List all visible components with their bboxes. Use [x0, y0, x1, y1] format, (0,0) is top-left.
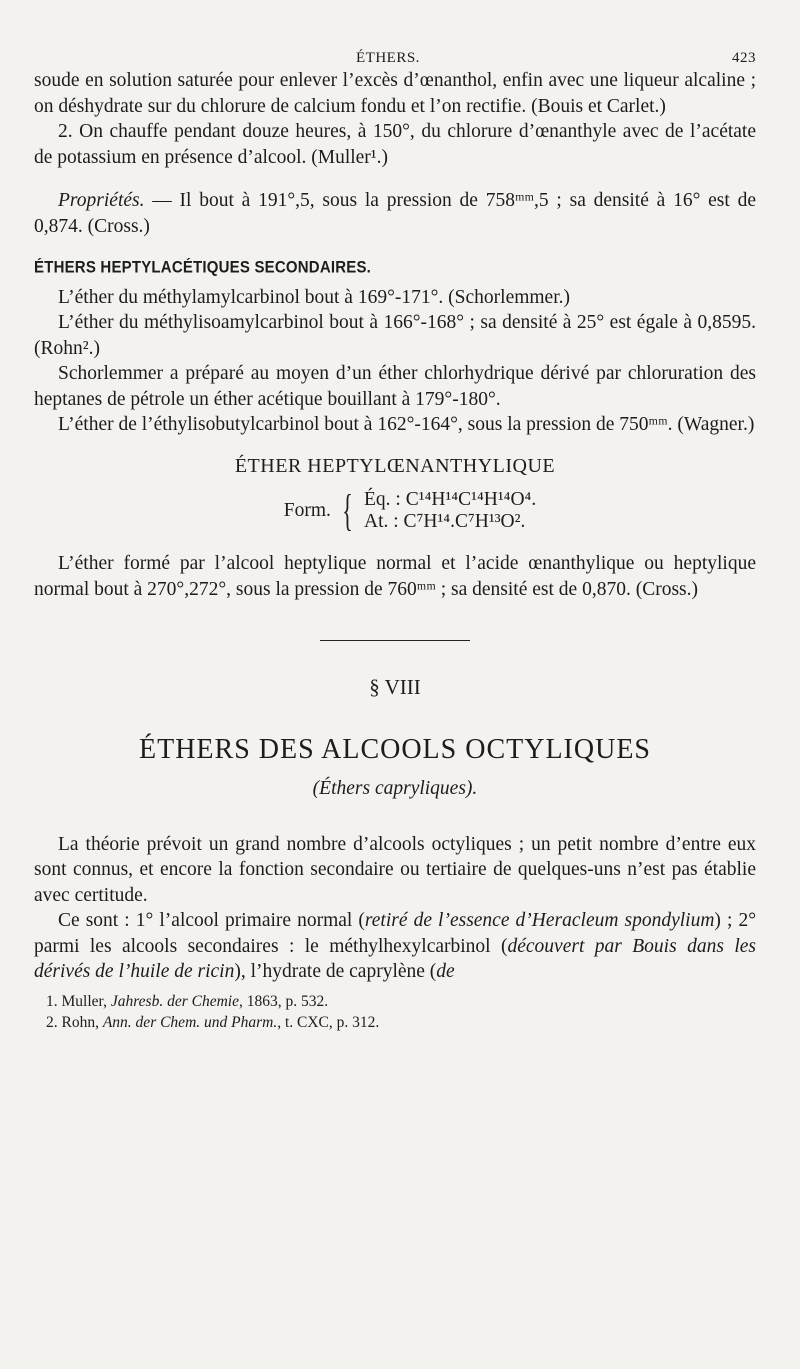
paragraph-methylisoamyl: L’éther du méthylisoamylcarbinol bout à 166°-168° ; sa densité à 25° est égale à 0,8595. (Rohn².) [34, 312, 756, 359]
formula-equivalent: Éq. : C¹⁴H¹⁴C¹⁴H¹⁴O⁴. [364, 489, 537, 510]
formula-label: Form. [283, 500, 331, 522]
paragraph-methylamyl: L’éther du méthylamylcarbinol bout à 169°-171°. (Schorlemmer.) [58, 286, 570, 308]
properties-text: — Il bout à 191°,5, sous la pression de 758ᵐᵐ,5 ; sa densité à 16° est de 0,874. (Cross.) [34, 190, 756, 237]
footnote-rest: , t. CXC, p. 312. [277, 1013, 380, 1031]
paragraph-properties [34, 188, 756, 239]
text-run: ) ; 2° parmi les alcools secondaires : le méthylhexylcarbinol ( [34, 910, 756, 957]
footnote-number: 2. [46, 1013, 58, 1031]
brace-icon: { [342, 486, 353, 535]
italic-run: découvert par Bouis dans les dérivés de l’huile de ricin [34, 935, 756, 982]
footnote-2 [46, 1012, 756, 1033]
footnote-source: Jahresb. der Chemie [110, 992, 239, 1010]
paragraph-method-2: 2. On chauffe pendant douze heures, à 150°, du chlorure d’œnanthyle avec de l’acétate de potassium en présence d’alcool. (Muller¹.) [34, 121, 756, 168]
page-number: 423 [732, 50, 756, 66]
paragraph-heptyl-ether: L’éther formé par l’alcool heptylique normal et l’acide œnanthylique ou heptylique normal bout à 270°,272°, sous la pression de 760ᵐᵐ ; sa densité est de 0,870. (Cross.) [34, 553, 756, 600]
running-title: ÉTHERS. [356, 50, 420, 66]
section-divider [320, 640, 470, 641]
italic-run: retiré de l’essence d’Heracleum spondylium [364, 910, 715, 931]
running-head [34, 42, 756, 68]
properties-label: Propriétés. [58, 190, 145, 211]
section-title: ÉTHERS DES ALCOOLS OCTYLIQUES [138, 733, 651, 765]
formula-block [64, 486, 756, 535]
paragraph-schorlemmer: Schorlemmer a préparé au moyen d’un éther chlorhydrique dérivé par chloruration des heptanes de pétrole un éther acétique bouillant à 179°-180°. [34, 363, 756, 410]
paragraph-theory: La théorie prévoit un grand nombre d’alcools octyliques ; un petit nombre d’entre eux sont connus, et encore la fonction secondaire ou tertiaire de quelques-uns n’est pas établie avec certitude. [34, 833, 756, 906]
footnote-1 [46, 991, 756, 1012]
footnote-author: Muller, [61, 992, 111, 1010]
paragraph-continuation: soude en solution saturée pour enlever l’excès d’œnanthol, enfin avec une liqueur alcaline ; on déshydrate sur du chlorure de calcium fondu et l’on rectifie. (Bouis et Carlet.) [34, 70, 756, 117]
heading-heptyl-oenanthylic: ÉTHER HEPTYLŒNANTHYLIQUE [234, 454, 556, 477]
footnotes [34, 991, 756, 1033]
page [34, 42, 756, 1033]
text-run: Ce sont : 1° l’alcool primaire normal ( [58, 910, 365, 931]
footnote-author: Rohn, [61, 1013, 103, 1031]
footnote-number: 1. [46, 992, 58, 1010]
section-subtitle: (Éthers capryliques). [312, 778, 478, 799]
footnote-source: Ann. der Chem. und Pharm. [102, 1013, 278, 1031]
subhead-secondary-ethers: ÉTHERS HEPTYLACÉTIQUES SECONDAIRES. [34, 258, 372, 277]
formula-lines [364, 489, 536, 533]
paragraph-list-alcohols [34, 908, 756, 985]
text-run: ), l’hydrate de caprylène ( [234, 961, 437, 982]
formula-atomic: At. : C⁷H¹⁴.C⁷H¹³O². [364, 511, 526, 532]
section-number: § VIII [369, 675, 421, 699]
paragraph-ethylisobutyl: L’éther de l’éthylisobutylcarbinol bout à 162°-164°, sous la pression de 750ᵐᵐ. (Wagner.) [58, 414, 755, 435]
footnote-rest: , 1863, p. 532. [238, 992, 329, 1010]
italic-run: de [436, 961, 455, 982]
